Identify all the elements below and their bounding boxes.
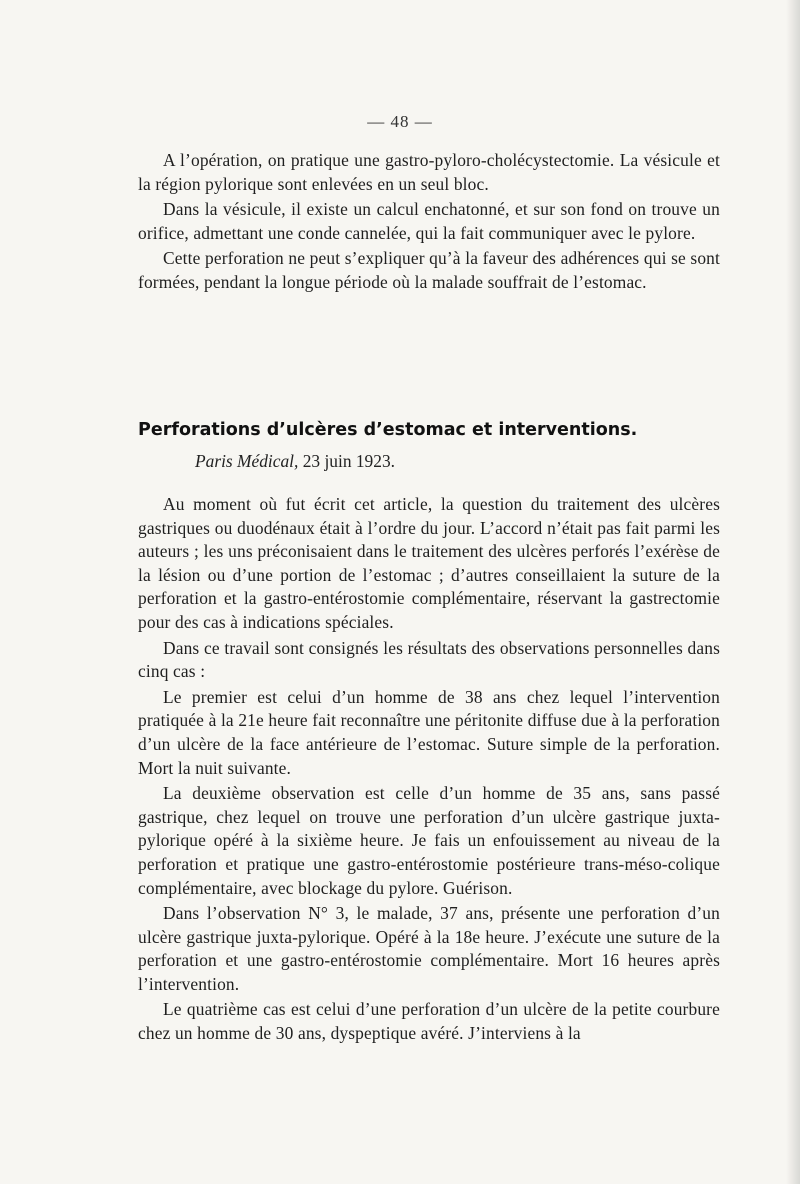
intro-text [138,149,720,295]
source-citation [195,451,395,472]
body-text [138,493,720,1046]
paragraph: La deuxième observation est celle d’un homme de 35 ans, sans passé gastrique, chez lequel on trouve une perforation d’un ulcère gastrique juxta-pylorique opéré à la sixième heure. Je fais un enfouissement au niveau de la perforation et pratique une gastro-entérostomie postérieure trans-méso-colique complémentaire, avec blockage du pylore. Guérison. [138,783,720,898]
paragraph: Dans ce travail sont consignés les résultats des observations personnelles dans cinq cas : [138,637,720,682]
source-journal: Paris Médical, [195,451,299,471]
paragraph: Au moment où fut écrit cet article, la question du traitement des ulcères gastriques ou duodénaux était à l’ordre du jour. L’accord n’était pas fait parmi les auteurs ; les uns préconisaient dans le traitement des ulcères perforés l’exérèse de la lésion ou d’une portion de l’estomac ; d’autres conseillaient la suture de la perforation et la gastro-entérostomie complémentaire, réservant la gastrectomie pour des cas à indications spéciales. [138,494,720,632]
paragraph: Le quatrième cas est celui d’une perforation d’un ulcère de la petite courbure chez un homme de 30 ans, dyspeptique avéré. J’interviens à la [138,999,720,1044]
paragraph: Le premier est celui d’un homme de 38 ans chez lequel l’intervention pratiquée à la 21e heure fait reconnaître une péritonite diffuse due à la perforation d’un ulcère de la face antérieure de l’estomac. Suture simple de la perforation. Mort la nuit suivante. [138,686,720,778]
paragraph: A l’opération, on pratique une gastro-pyloro-cholécystectomie. La vésicule et la région pylorique sont enlevées en un seul bloc. [138,150,720,194]
paragraph: Dans l’observation N° 3, le malade, 37 ans, présente une perforation d’un ulcère gastrique juxta-pylorique. Opéré à la 18e heure. J’exécute une suture de la perforation et une gastro-entérostomie complémentaire. Mort 16 heures après l’intervention. [138,903,720,994]
paragraph: Cette perforation ne peut s’expliquer qu’à la faveur des adhérences qui se sont formées, pendant la longue période où la malade souffrait de l’estomac. [138,248,720,292]
page-number: — 48 — [367,112,433,131]
paragraph: Dans la vésicule, il existe un calcul enchatonné, et sur son fond on trouve un orifice, admettant une conde cannelée, qui la fait communiquer avec le pylore. [138,199,720,243]
section-title: Perforations d’ulcères d’estomac et interventions. [138,420,638,440]
source-date: 23 juin 1923. [302,451,395,471]
page-edge-shadow [786,0,800,1184]
